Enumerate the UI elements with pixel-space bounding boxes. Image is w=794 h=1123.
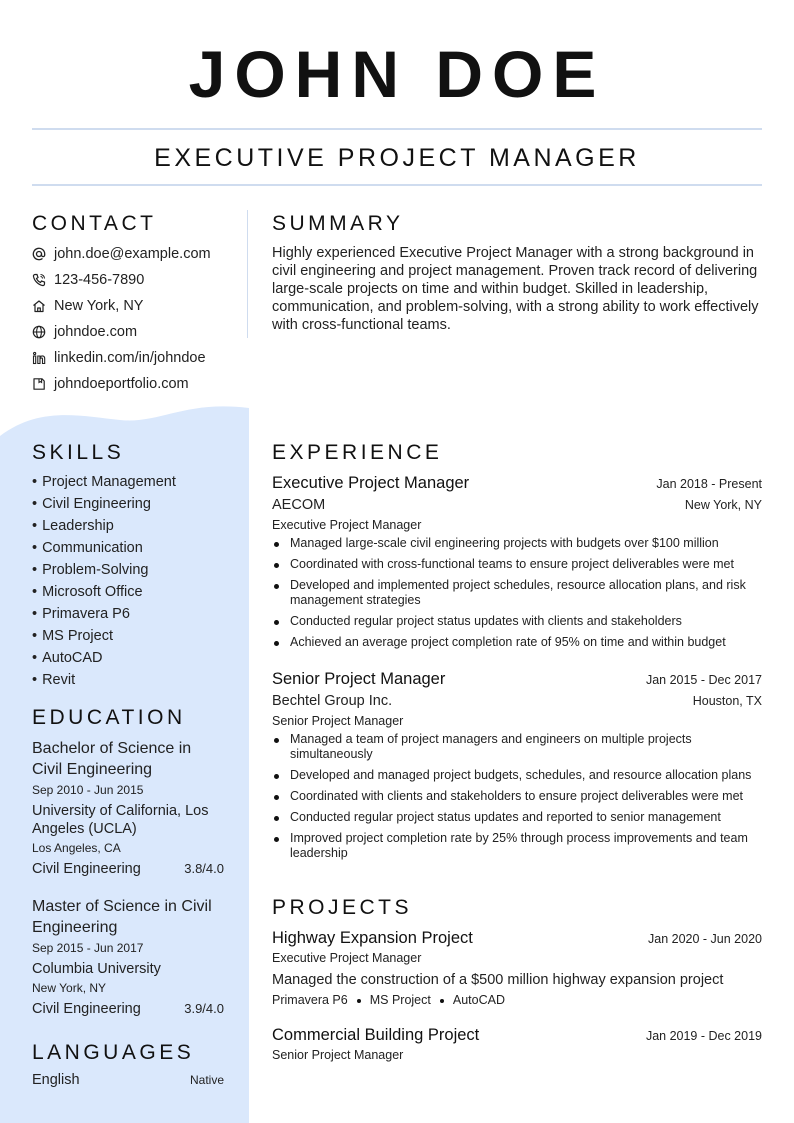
project-dates: Jan 2019 - Dec 2019: [645, 1029, 762, 1043]
job-bullet: Achieved an average project completion rate of 95% on time and within budget: [272, 635, 762, 650]
job-bullet: Coordinated with cross-functional teams to ensure project deliverables were met: [272, 557, 762, 572]
education-location: Los Angeles, CA: [32, 841, 121, 855]
job-bullet: Developed and managed project budgets, schedules, and resource allocation plans: [272, 768, 762, 783]
home-icon: [32, 299, 46, 313]
column-divider: [247, 210, 248, 338]
summary-text: Highly experienced Executive Project Manager with a strong background in civil engineering and project management. Proven track record of delivering large-scale projects on time and within budget. Skilled in leadership, communication, and problem-solving, with a strong ability to work effectively with cross-functional teams.: [272, 245, 759, 333]
projects-heading: PROJECTS: [272, 896, 413, 919]
job-company: AECOM: [272, 497, 326, 513]
contact-phone[interactable]: [32, 267, 242, 293]
project-header-row: [272, 927, 762, 949]
education-degree: Master of Science in Civil Engineering: [32, 898, 212, 936]
portfolio-icon: [32, 377, 46, 391]
job-subtitle: Executive Project Manager: [272, 518, 422, 532]
contact-location-text: New York, NY: [54, 298, 144, 314]
education-field-row: [32, 998, 224, 1020]
skills-heading: SKILLS: [32, 441, 125, 464]
job-company: Bechtel Group Inc.: [272, 693, 393, 709]
education-gpa: 3.9/4.0: [184, 1001, 224, 1016]
job-bullet: Conducted regular project status updates and reported to senior management: [272, 810, 762, 825]
contact-phone-text: 123-456-7890: [54, 272, 145, 288]
contact-heading: CONTACT: [32, 212, 157, 235]
job-bullet: Developed and implemented project schedules, resource allocation plans, and risk management strategies: [272, 578, 762, 608]
summary-heading: SUMMARY: [272, 212, 404, 235]
project-dates: Jan 2020 - Jun 2020: [648, 932, 762, 946]
language-name: English: [32, 1072, 80, 1088]
skill-item: • Primavera P6: [32, 603, 242, 625]
job-company-row: [272, 690, 762, 712]
education-school: University of California, Los Angeles (UCLA): [32, 803, 209, 837]
job-dates: Jan 2015 - Dec 2017: [645, 673, 762, 687]
job-role: Senior Project Manager: [272, 670, 446, 688]
linkedin-icon: [32, 351, 46, 365]
job-bullets: [272, 732, 762, 861]
contact-website-text: johndoe.com: [54, 324, 138, 340]
skill-item: • Communication: [32, 537, 242, 559]
job-subtitle: Senior Project Manager: [272, 714, 404, 728]
resume-title: EXECUTIVE PROJECT MANAGER: [154, 144, 640, 172]
education-field-row: [32, 858, 224, 880]
project-entry: [272, 927, 762, 1009]
contact-email[interactable]: [32, 241, 242, 267]
job-entry: [272, 668, 762, 867]
education-entry: [32, 896, 224, 1020]
contact-website[interactable]: [32, 319, 242, 345]
project-tools: [272, 991, 762, 1009]
project-entry: [272, 1024, 762, 1064]
job-bullet: Managed a team of project managers and engineers on multiple projects simultaneously: [272, 732, 762, 762]
skill-item: • AutoCAD: [32, 647, 242, 669]
language-proficiency: Native: [189, 1073, 224, 1087]
project-tool: Primavera P6: [272, 993, 348, 1007]
contact-linkedin[interactable]: [32, 345, 242, 371]
phone-icon: [32, 273, 46, 287]
job-header-row: [272, 472, 762, 494]
job-header-row: [272, 668, 762, 690]
project-tool: MS Project: [369, 993, 431, 1007]
skill-item: • Leadership: [32, 515, 242, 537]
languages-heading: LANGUAGES: [32, 1041, 195, 1064]
experience-heading: EXPERIENCE: [272, 441, 443, 464]
project-role: Executive Project Manager: [272, 951, 422, 965]
skill-item: • Problem-Solving: [32, 559, 242, 581]
education-entry: [32, 738, 224, 880]
tool-separator: [357, 999, 361, 1003]
education-dates: Sep 2010 - Jun 2015: [32, 783, 144, 797]
job-location: New York, NY: [684, 498, 762, 512]
job-location: Houston, TX: [692, 694, 762, 708]
education-field: Civil Engineering: [32, 861, 141, 877]
contact-portfolio[interactable]: [32, 371, 242, 397]
job-bullet: Managed large-scale civil engineering projects with budgets over $100 million: [272, 536, 762, 551]
project-name: Commercial Building Project: [272, 1026, 480, 1044]
job-role: Executive Project Manager: [272, 474, 470, 492]
job-bullet: Conducted regular project status updates with clients and stakeholders: [272, 614, 762, 629]
contact-email-text: john.doe@example.com: [54, 246, 211, 262]
globe-icon: [32, 325, 46, 339]
education-degree: Bachelor of Science in Civil Engineering: [32, 740, 192, 778]
at-icon: [32, 247, 46, 261]
header-bottom-rule: [32, 184, 762, 186]
header-top-rule: [32, 128, 762, 130]
language-row: [32, 1072, 224, 1088]
education-gpa: 3.8/4.0: [184, 861, 224, 876]
job-company-row: [272, 494, 762, 516]
project-role: Senior Project Manager: [272, 1048, 404, 1062]
job-entry: [272, 472, 762, 656]
project-tool: AutoCAD: [452, 993, 505, 1007]
skill-item: • Microsoft Office: [32, 581, 242, 603]
skill-item: • Project Management: [32, 471, 242, 493]
skill-item: • Civil Engineering: [32, 493, 242, 515]
skill-item: • MS Project: [32, 625, 242, 647]
job-bullet: Coordinated with clients and stakeholders to ensure project deliverables were met: [272, 789, 762, 804]
skill-item: • Revit: [32, 669, 242, 691]
job-bullet: Improved project completion rate by 25% through process improvements and team leadership: [272, 831, 762, 861]
contact-list: [32, 241, 242, 397]
education-field: Civil Engineering: [32, 1001, 141, 1017]
project-header-row: [272, 1024, 762, 1046]
skills-list: [32, 471, 242, 691]
project-description: Managed the construction of a $500 million highway expansion project: [272, 972, 724, 988]
contact-portfolio-text: johndoeportfolio.com: [54, 376, 189, 392]
education-location: New York, NY: [32, 981, 107, 995]
education-dates: Sep 2015 - Jun 2017: [32, 941, 144, 955]
job-bullets: [272, 536, 762, 650]
education-heading: EDUCATION: [32, 706, 186, 729]
contact-location: [32, 293, 242, 319]
resume-name: JOHN DOE: [188, 37, 606, 111]
job-dates: Jan 2018 - Present: [656, 477, 762, 491]
project-name: Highway Expansion Project: [272, 929, 473, 947]
education-school: Columbia University: [32, 961, 161, 977]
tool-separator: [440, 999, 444, 1003]
contact-linkedin-text: linkedin.com/in/johndoe: [54, 350, 206, 366]
